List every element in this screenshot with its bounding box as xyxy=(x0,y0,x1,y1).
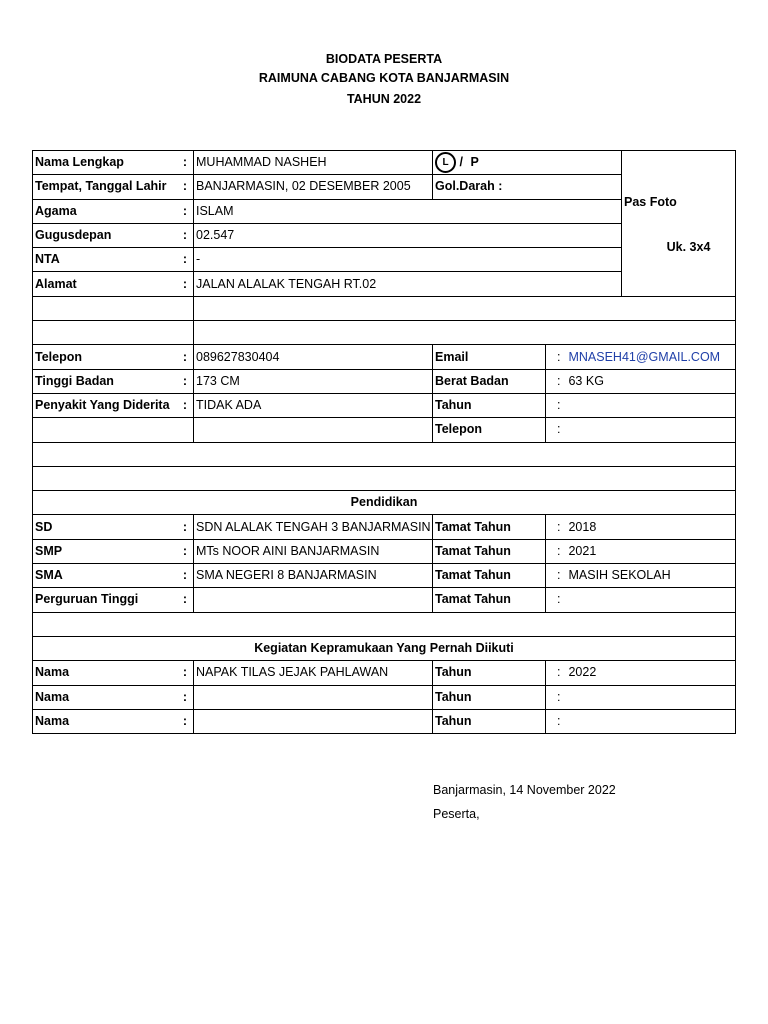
value-nta: - xyxy=(194,248,622,272)
row-pt: Perguruan Tinggi : Tamat Tahun : xyxy=(33,588,736,612)
value-alamat: JALAN ALALAK TENGAH RT.02 xyxy=(194,272,622,296)
value-ttl: BANJARMASIN, 02 DESEMBER 2005 xyxy=(194,175,433,199)
empty-row xyxy=(33,442,736,466)
value-pt xyxy=(194,588,433,612)
label-tinggi: Tinggi Badan : xyxy=(33,369,194,393)
row-kegiatan-3: Nama : Tahun : xyxy=(33,709,736,733)
empty-row xyxy=(33,321,736,345)
row-sma: SMA : SMA NEGERI 8 BANJARMASIN Tamat Tahun : MASIH SEKOLAH xyxy=(33,564,736,588)
label-penyakit: Penyakit Yang Diderita : xyxy=(33,393,194,417)
photo-label: Pas Foto xyxy=(624,195,677,209)
row-kegiatan-2: Nama : Tahun : xyxy=(33,685,736,709)
label-nta: NTA : xyxy=(33,248,194,272)
value-sd: SDN ALALAK TENGAH 3 BANJARMASIN xyxy=(194,515,433,539)
label-berat: Berat Badan xyxy=(433,369,546,393)
value-goldarah xyxy=(546,175,622,199)
value-penyakit: TIDAK ADA xyxy=(194,393,433,417)
photo-box xyxy=(622,151,736,297)
row-smp: SMP : MTs NOOR AINI BANJARMASIN Tamat Tahun : 2021 xyxy=(33,539,736,563)
gender-field: L / P xyxy=(433,151,546,175)
email-link[interactable]: MNASEH41@GMAIL.COM xyxy=(568,349,721,364)
section-pendidikan: Pendidikan xyxy=(33,491,736,515)
document-subtitle: RAIMUNA CABANG KOTA BANJARMASIN xyxy=(258,71,510,85)
photo-size: Uk. 3x4 xyxy=(666,240,711,254)
label-agama: Agama : xyxy=(33,199,194,223)
value-tahun: : xyxy=(546,393,736,417)
row-telepon xyxy=(33,345,736,369)
signer-label: Peserta, xyxy=(433,807,480,821)
value-nama: MUHAMMAD NASHEH xyxy=(194,151,433,175)
label-telepon2: Telepon xyxy=(433,418,546,442)
row-kegiatan-1: Nama : NAPAK TILAS JEJAK PAHLAWAN Tahun : 2022 xyxy=(33,661,736,685)
empty-row xyxy=(33,612,736,636)
document-year: TAHUN 2022 xyxy=(346,92,422,106)
empty-row xyxy=(33,296,736,320)
value-agama: ISLAM xyxy=(194,199,622,223)
row-penyakit xyxy=(33,393,736,417)
value-email: : MNASEH41@GMAIL.COM xyxy=(546,345,736,369)
row-nama xyxy=(33,151,736,175)
row-telepon2 xyxy=(33,418,736,442)
value-telepon: 089627830404 xyxy=(194,345,433,369)
section-kegiatan: Kegiatan Kepramukaan Yang Pernah Diikuti xyxy=(33,636,736,660)
biodata-table xyxy=(32,150,736,734)
document-title: BIODATA PESERTA xyxy=(325,52,443,66)
row-tinggi xyxy=(33,369,736,393)
value-smp: MTs NOOR AINI BANJARMASIN xyxy=(194,539,433,563)
row-kegiatan-heading xyxy=(33,636,736,660)
label-gugus: Gugusdepan : xyxy=(33,223,194,247)
label-tahun: Tahun xyxy=(433,393,546,417)
value-sma: SMA NEGERI 8 BANJARMASIN xyxy=(194,564,433,588)
label-goldarah: Gol.Darah : xyxy=(433,175,546,199)
value-telepon2: : xyxy=(546,418,736,442)
label-telepon: Telepon : xyxy=(33,345,194,369)
gender-l-circled: L xyxy=(435,152,456,173)
value-berat: : 63 KG xyxy=(546,369,736,393)
empty-row xyxy=(33,466,736,490)
row-sd: SD : SDN ALALAK TENGAH 3 BANJARMASIN Tamat Tahun : 2018 xyxy=(33,515,736,539)
label-nama: Nama Lengkap : xyxy=(33,151,194,175)
label-alamat: Alamat : xyxy=(33,272,194,296)
value-tinggi: 173 CM xyxy=(194,369,433,393)
label-email: Email xyxy=(433,345,546,369)
row-pendidikan-heading xyxy=(33,491,736,515)
value-gugus: 02.547 xyxy=(194,223,622,247)
label-ttl: Tempat, Tanggal Lahir : xyxy=(33,175,194,199)
place-date: Banjarmasin, 14 November 2022 xyxy=(433,783,616,797)
